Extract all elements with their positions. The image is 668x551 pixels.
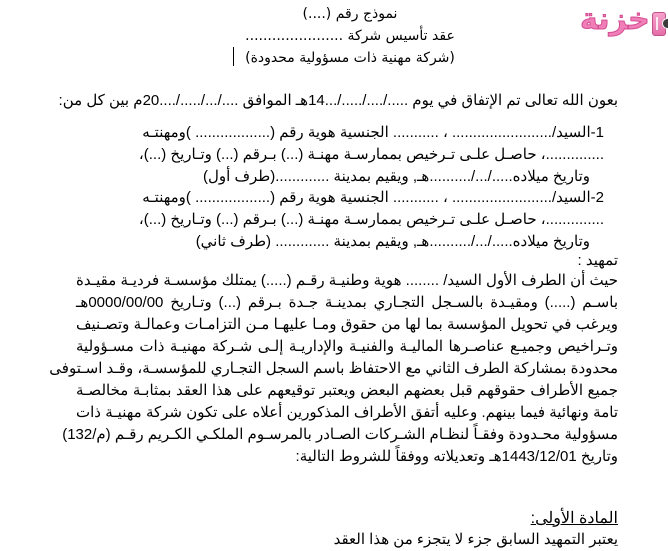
preamble-line: تامة ونهائية فيما بينهم. وعليه أتفق الأطراف المذكورين أعلاه على تكون شركة مهنيـة ذات <box>76 404 618 421</box>
party-2-line-3: وتاريخ ميلاده...../.../..........هـ, ويقيم بمدينة ............. (طرف ثاني) <box>195 233 590 250</box>
preamble-section[interactable] <box>49 252 618 468</box>
preamble-line: حيث أن الطرف الأول السيد/ ........ هوية وطنيـة رقـم (.....) يمتلك مؤسسـة فرديـة مقيـدة <box>76 272 618 289</box>
preamble-line: محدودة بمشاركة الطرف الثاني مع الاحتفاظ باسم السجل التجـاري للمؤسسـة، وقـد اسـتوفى <box>49 360 618 377</box>
safe-icon <box>652 12 666 36</box>
company-type: (شركة مهنية ذات مسؤولية محدودة) <box>245 50 455 66</box>
article-1-heading: المادة الأولى: <box>530 510 618 527</box>
intro-line: بعون الله تعالى تم الإتفاق في يوم ...../..../...../...14هـ الموافق ..../.../...../....20م بين كل من: <box>58 92 618 109</box>
party-2[interactable] <box>76 187 618 253</box>
party-2-line-2: ..............، حاصـل علـى تـرخيص بممارسـة مهنـة (...) بـرقم (...) وتـاريخ (...)، <box>138 211 604 228</box>
text-cursor[interactable] <box>233 47 234 66</box>
party-2-line-1: 2-السيد/........................ ، ........... الجنسية هوية رقم (.................. )ومهنتـه <box>142 189 604 206</box>
party-1[interactable] <box>76 122 618 188</box>
watermark-logo <box>580 0 666 40</box>
preamble-line: باسـم (.....) ومقيـدة بالسـجل التجـاري بمدينـة جـدة بـرقم (...) وتـاريخ 0000/00/00هـ <box>76 294 618 311</box>
article-1-text: يعتبر التمهيد السابق جزء لا يتجزء من هذا العقد <box>333 531 618 548</box>
contract-title: عقد تأسيس شركة ...................... <box>245 28 455 44</box>
party-1-line-3: وتاريخ ميلاده...../.../..........هـ, ويقيم بمدينة .............(طرف أول) <box>202 168 590 185</box>
preamble-line: وتاريخ 1443/12/01هـ وتعديلاته ووفقاً للشروط التالية: <box>295 448 618 465</box>
logo-text: خزنة <box>580 2 650 37</box>
preamble-heading: تمهيد : <box>577 252 618 269</box>
article-1[interactable] <box>76 509 618 551</box>
party-1-line-1: 1-السيد/........................ ، ........... الجنسية هوية رقم (.................. )ومهنتـه <box>142 124 604 141</box>
preamble-line: جميع الأطراف حقوقهم قبل بعضهم البعض ويعتبر توقيعهم على هذا العقد بمثابـة مخالصـة <box>76 382 618 399</box>
intro-paragraph[interactable] <box>58 90 618 112</box>
preamble-line: وتـراخيص وجميـع عناصـرها الماليـة والفنيـة والإداريـة إلـى شـركة مهنيـة ذات مسـؤولية <box>76 338 618 355</box>
preamble-line: ويرغب في تحويل المؤسسة بما لها من حقوق ومـا عليهـا مـن التزامـات وعمالـة وتصـنيف <box>76 316 618 333</box>
form-number: نموذج رقم (....) <box>302 6 398 22</box>
document-header <box>220 3 480 69</box>
party-1-line-2: ..............، حاصـل علـى تـرخيص بممارسـة مهنـة (...) بـرقم (...) وتـاريخ (...)، <box>138 146 604 163</box>
preamble-line: مسؤولية محـدودة وفقـاً لنظـام الشـركات الصـادر بالمرسـوم الملكـي الكـريم رقـم (م/132) <box>62 426 618 443</box>
